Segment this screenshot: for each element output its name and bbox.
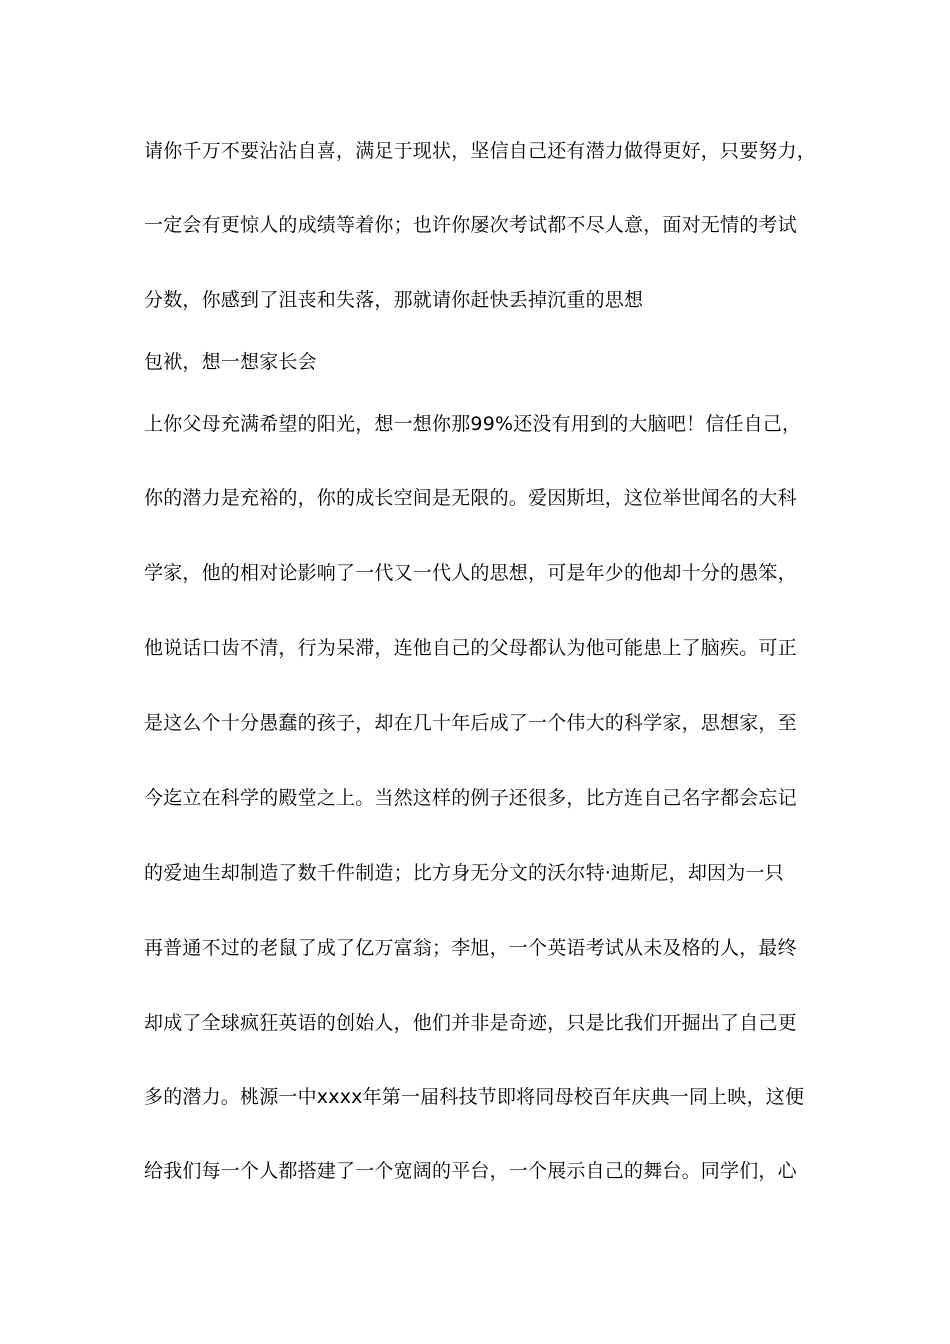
text-line-1: 请你千万不要沾沾自喜，满足于现状，坚信自己还有潜力做得更好，只要努力，	[144, 140, 817, 162]
text-line-5: 上你父母充满希望的阳光，想一想你那99%还没有用到的大脑吧！信任自己，	[144, 413, 802, 435]
text-line-10: 今迄立在科学的殿堂之上。当然这样的例子还很多，比方连自己名字都会忘记	[144, 787, 797, 809]
text-line-11: 的爱迪生却制造了数千件制造；比方身无分文的沃尔特·迪斯尼，却因为一只	[144, 862, 784, 884]
text-line-7: 学家，他的相对论影响了一代又一代人的思想，可是年少的他却十分的愚笨，	[144, 562, 797, 584]
text-line-3: 分数，你感到了沮丧和失落，那就请你赶快丢掉沉重的思想	[144, 289, 644, 311]
text-line-15: 给我们每一个人都搭建了一个宽阔的平台，一个展示自己的舞台。同学们，心	[144, 1160, 797, 1182]
text-line-6: 你的潜力是充裕的，你的成长空间是无限的。爱因斯坦，这位举世闻名的大科	[144, 487, 797, 509]
text-line-8: 他说话口齿不清，行为呆滞，连他自己的父母都认为他可能患上了脑疾。可正	[144, 637, 797, 659]
text-line-4: 包袱，想一想家长会	[144, 351, 317, 373]
text-line-9: 是这么个十分愚蠢的孩子，却在几十年后成了一个伟大的科学家，思想家，至	[144, 712, 797, 734]
text-line-14: 多的潜力。桃源一中xxxx年第一届科技节即将同母校百年庆典一同上映，这便	[144, 1086, 805, 1108]
text-line-12: 再普通不过的老鼠了成了亿万富翁；李旭，一个英语考试从未及格的人，最终	[144, 937, 797, 959]
text-line-13: 却成了全球疯狂英语的创始人，他们并非是奇迹，只是比我们开掘出了自己更	[144, 1012, 797, 1034]
text-line-2: 一定会有更惊人的成绩等着你；也许你屡次考试都不尽人意，面对无情的考试	[144, 214, 797, 236]
